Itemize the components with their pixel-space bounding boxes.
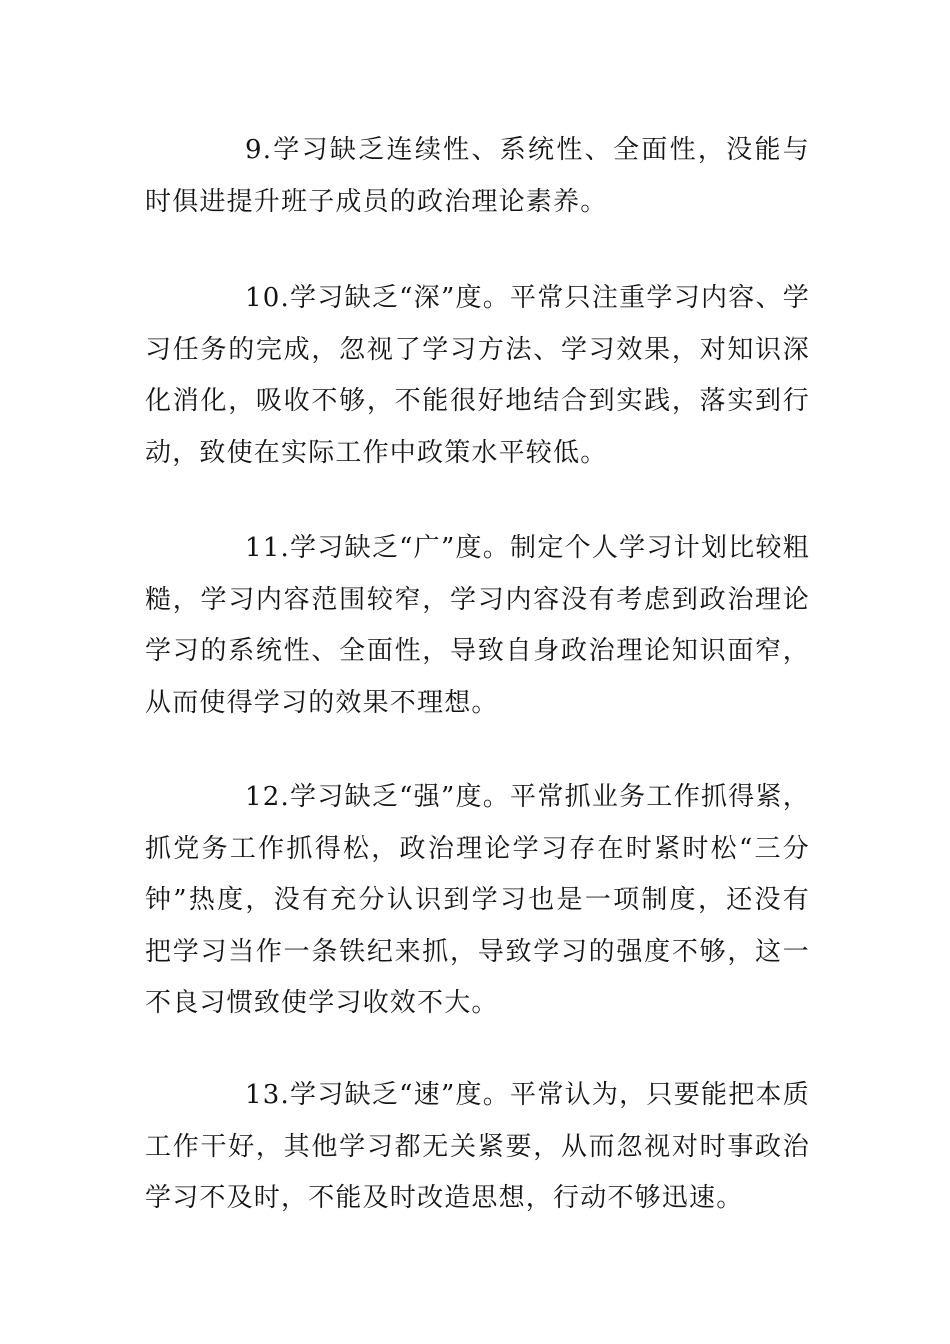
paragraph-item-10: 10.学习缺乏“深”度。平常只注重学习内容、学习任务的完成，忽视了学习方法、学习效果，对知识深化消化，吸收不够，不能很好地结合到实践，落实到行动，致使在实际工作中政策水平较低。 xyxy=(145,283,810,468)
paragraph-item-11: 11.学习缺乏“广”度。制定个人学习计划比较粗糙，学习内容范围较窄，学习内容没有考虑到政治理论学习的系统性、全面性，导致自身政治理论知识面窄，从而使得学习的效果不理想。 xyxy=(145,533,810,718)
paragraph-item-9: 9.学习缺乏连续性、系统性、全面性，没能与时俱进提升班子成员的政治理论素养。 xyxy=(145,135,810,217)
paragraph-item-12: 12.学习缺乏“强”度。平常抓业务工作抓得紧，抓党务工作抓得松，政治理论学习存在时紧时松“三分钟”热度，没有充分认识到学习也是一项制度，还没有把学习当作一条铁纪来抓，导致学习的强度不够，这一不良习惯致使学习收效不大。 xyxy=(145,782,810,1018)
paragraph-item-13: 13.学习缺乏“速”度。平常认为，只要能把本质工作干好，其他学习都无关紧要，从而忽视对时事政治学习不及时，不能及时改造思想，行动不够迅速。 xyxy=(145,1080,810,1213)
